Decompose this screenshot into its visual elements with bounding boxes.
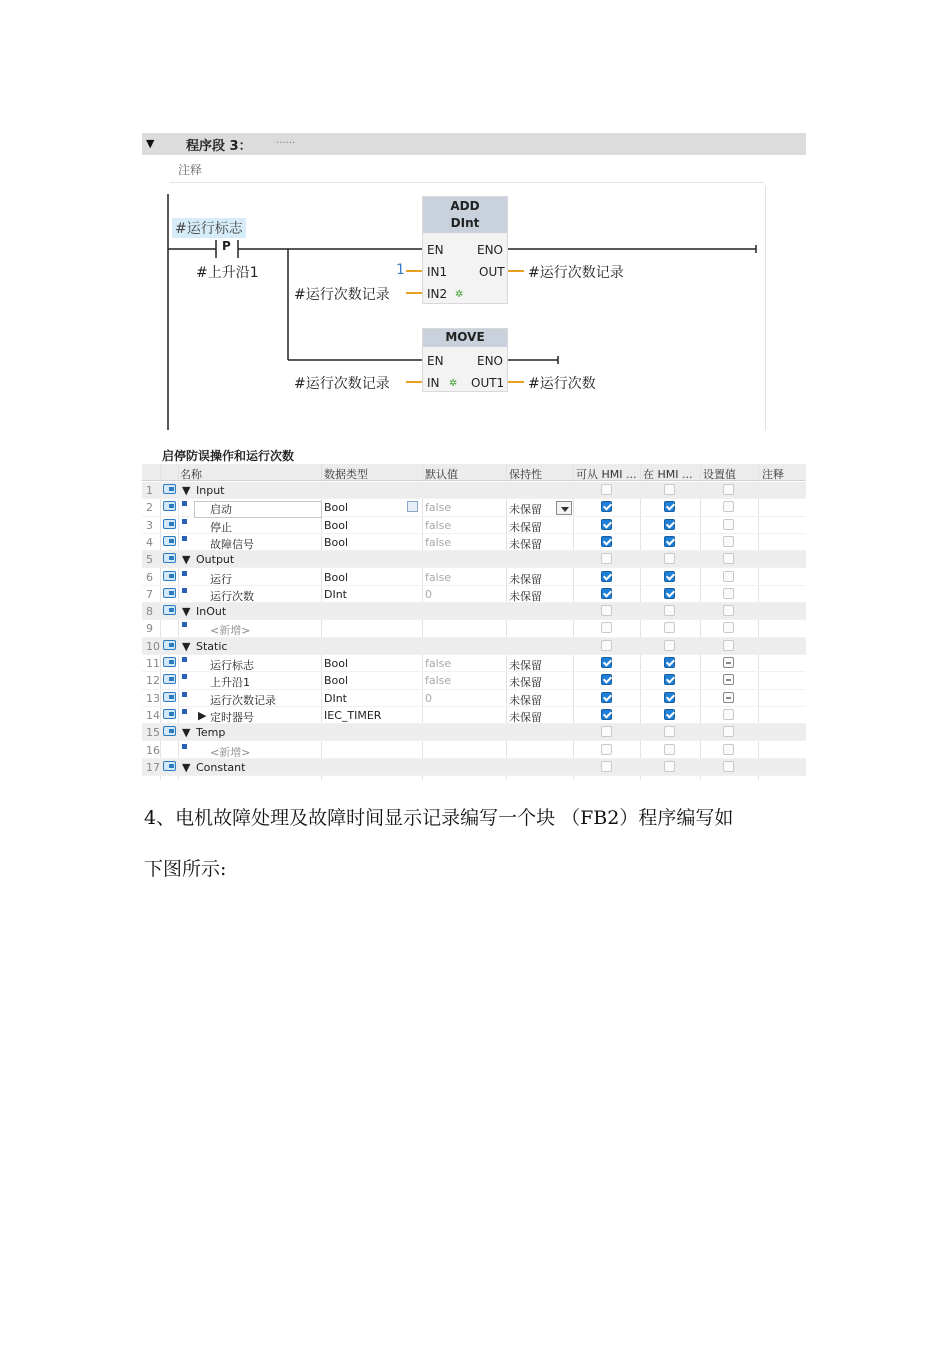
row-default[interactable]: false [425,501,452,515]
table-row[interactable] [142,707,806,724]
hmi-visible-checkbox[interactable] [664,484,675,495]
hmi-access-checkbox[interactable] [601,744,612,755]
setpoint-checkbox[interactable] [723,588,734,599]
setpoint-checkbox[interactable] [723,553,734,564]
hmi-visible-checkbox[interactable] [664,536,675,547]
hmi-access-checkbox[interactable] [601,674,612,685]
row-number: 16 [146,743,160,757]
hmi-visible-checkbox[interactable] [664,726,675,737]
table-row[interactable] [142,655,806,672]
triangle-down-icon[interactable]: ▼ [146,137,155,150]
hmi-access-checkbox[interactable] [601,622,612,633]
hmi-access-checkbox[interactable] [601,571,612,582]
network-title-suffix: ...... [276,135,296,146]
contact-tag[interactable]: #运行标志 [172,218,246,238]
hmi-access-checkbox[interactable] [601,519,612,530]
move-in-value[interactable]: #运行次数记录 [294,376,390,392]
col-retain[interactable]: 保持性 [509,468,542,481]
interface-icon [163,761,176,771]
interface-icon [163,640,176,650]
hmi-visible-checkbox[interactable] [664,622,675,633]
add-block-dtype: DInt [450,216,480,230]
add-pin-en: EN [427,243,444,257]
row-name[interactable]: 启动 [210,503,232,517]
table-header [142,464,806,481]
add-block-name: ADD [450,199,480,213]
hmi-visible-checkbox[interactable] [664,657,675,668]
hmi-access-checkbox[interactable] [601,484,612,495]
move-pin-out1: OUT1 [471,376,505,390]
row-datatype[interactable]: IEC_TIMER [324,708,382,722]
add-pin-in2: IN2 [427,287,448,301]
row-retain[interactable]: 未保留 [509,659,542,672]
setpoint-checkbox[interactable] [723,536,734,547]
setpoint-checkbox[interactable] [723,692,734,703]
interface-icon [163,484,176,494]
move-block[interactable] [422,328,508,392]
add-pin-out: OUT [479,265,505,279]
hmi-visible-checkbox[interactable] [664,744,675,755]
row-name[interactable]: Temp [196,726,226,740]
hmi-visible-checkbox[interactable] [664,761,675,772]
row-datatype[interactable]: Bool [324,657,349,670]
row-default[interactable]: 0 [425,691,432,705]
add-in1-value[interactable]: 1 [396,262,405,278]
table-row[interactable] [142,603,806,620]
hmi-access-checkbox[interactable] [601,657,612,668]
interface-icon [163,605,176,615]
hmi-access-checkbox[interactable] [601,588,612,599]
triangle-down-icon[interactable]: ▼ [182,639,191,653]
setpoint-checkbox[interactable] [723,571,734,582]
triangle-right-icon[interactable]: ▶ [198,708,207,722]
table-row[interactable] [142,499,806,516]
col-hmi-visible[interactable]: 在 HMI ... [643,468,693,481]
contact-type-label: P [222,239,231,253]
edge-memory-tag[interactable]: #上升沿1 [196,265,259,281]
setpoint-checkbox[interactable] [723,501,734,512]
setpoint-checkbox[interactable] [723,709,734,720]
setpoint-checkbox[interactable] [723,640,734,651]
hmi-access-checkbox[interactable] [601,761,612,772]
add-pin-in1: IN1 [427,265,448,279]
paragraph-line-1: 4、电机故障处理及故障时间显示记录编写一个块 （FB2）程序编写如 [144,807,734,829]
table-row[interactable] [142,724,806,741]
col-setpoint[interactable]: 设置值 [703,468,736,481]
row-name[interactable]: 停止 [210,520,232,534]
row-datatype[interactable]: Bool [324,674,349,688]
table-row[interactable] [142,620,806,637]
row-number: 12 [146,674,160,688]
row-default[interactable]: false [425,535,452,549]
row-default[interactable]: false [425,518,452,532]
setpoint-checkbox[interactable] [723,744,734,755]
move-block-name: MOVE [423,329,507,347]
hmi-visible-checkbox[interactable] [664,692,675,703]
variable-icon [182,709,187,714]
interface-icon [163,588,176,598]
variable-icon [182,657,187,662]
row-number: 6 [146,570,153,584]
row-name[interactable]: <新增> [210,745,251,759]
row-default[interactable]: false [425,570,452,584]
row-number: 1 [146,484,153,497]
row-number: 7 [146,587,153,601]
add-input-icon[interactable]: ✲ [455,289,464,300]
setpoint-checkbox[interactable] [723,484,734,495]
row-retain[interactable]: 未保留 [509,572,542,586]
variable-icon [182,692,187,697]
paragraph-line-2: 下图所示: [144,858,227,880]
col-hmi-access[interactable]: 可从 HMI ... [576,468,637,481]
triangle-down-icon[interactable]: ▼ [182,605,191,619]
setpoint-checkbox[interactable] [723,657,734,668]
variable-icon [182,536,187,541]
row-default[interactable]: false [425,674,452,688]
variable-icon [182,744,187,749]
variable-icon [182,501,187,506]
table-row[interactable] [142,569,806,586]
row-number: 11 [146,657,160,670]
table-row[interactable] [142,672,806,689]
table-row[interactable] [142,517,806,534]
network-comment[interactable]: 注释 [170,157,764,183]
hmi-visible-checkbox[interactable] [664,501,675,512]
variable-icon [182,571,187,576]
row-name[interactable]: 定时器号 [210,710,254,724]
row-datatype[interactable]: DInt [324,587,347,601]
row-name[interactable]: Output [196,553,235,567]
hmi-visible-checkbox[interactable] [664,571,675,582]
row-name[interactable]: <新增> [210,624,251,638]
table-row[interactable] [142,742,806,759]
row-name[interactable]: Constant [196,760,246,774]
move-out1-value[interactable]: #运行次数 [528,376,596,392]
hmi-access-checkbox[interactable] [601,536,612,547]
hmi-visible-checkbox[interactable] [664,674,675,685]
network-header[interactable] [142,133,806,155]
hmi-access-checkbox[interactable] [601,501,612,512]
row-retain[interactable]: 未保留 [509,710,542,724]
move-pin-in: IN [427,376,440,390]
row-retain[interactable]: 未保留 [509,589,542,603]
interface-icon [163,553,176,563]
add-in2-value[interactable]: #运行次数记录 [294,287,390,303]
setpoint-checkbox[interactable] [723,761,734,772]
row-datatype[interactable]: Bool [324,570,349,584]
interface-icon [163,674,176,684]
setpoint-checkbox[interactable] [723,674,734,685]
table-row[interactable] [142,551,806,568]
setpoint-checkbox[interactable] [723,605,734,616]
interface-icon [163,692,176,702]
row-number: 15 [146,726,160,740]
row-number: 13 [146,691,160,705]
row-default[interactable]: false [425,657,452,670]
add-block[interactable] [422,196,508,304]
row-number: 4 [146,535,153,549]
table-row[interactable] [142,534,806,551]
row-number: 8 [146,605,153,619]
hmi-visible-checkbox[interactable] [664,519,675,530]
row-number: 9 [146,622,153,636]
table-row[interactable] [142,586,806,603]
interface-icon [163,536,176,546]
row-number: 5 [146,553,153,567]
table-row[interactable] [142,482,806,499]
row-number: 2 [146,501,153,515]
row-name[interactable]: 运行次数记录 [210,693,276,707]
triangle-down-icon[interactable]: ▼ [182,726,191,740]
interface-icon [163,709,176,719]
setpoint-checkbox[interactable] [723,726,734,737]
network-title: 程序段 3： [186,139,252,154]
variable-icon [182,588,187,593]
ladder-diagram [160,186,766,430]
interface-icon [163,657,176,667]
variable-icon [182,622,187,627]
add-pin-eno: ENO [477,243,504,257]
row-name[interactable]: Static [196,639,228,653]
move-pin-en: EN [427,354,444,368]
row-retain[interactable]: 未保留 [509,520,542,534]
row-name[interactable]: 上升沿1 [210,676,250,690]
variable-icon [182,674,187,679]
interface-icon [163,519,176,529]
hmi-access-checkbox[interactable] [601,709,612,720]
hmi-visible-checkbox[interactable] [664,605,675,616]
hmi-visible-checkbox[interactable] [664,709,675,720]
row-datatype[interactable]: DInt [324,691,347,705]
hmi-visible-checkbox[interactable] [664,588,675,599]
block-interface-table [142,447,806,780]
list-icon[interactable] [407,501,418,512]
row-name[interactable]: 故障信号 [210,537,254,551]
col-default[interactable]: 默认值 [425,468,458,481]
add-out-value[interactable]: #运行次数记录 [528,265,624,281]
col-datatype[interactable]: 数据类型 [324,468,368,481]
row-name[interactable]: InOut [196,605,227,619]
row-retain[interactable]: 未保留 [509,503,542,517]
table-title: 启停防误操作和运行次数 [162,449,295,463]
hmi-access-checkbox[interactable] [601,553,612,564]
col-name[interactable]: 名称 [180,468,202,481]
row-datatype[interactable]: Bool [324,535,349,549]
triangle-down-icon[interactable]: ▼ [182,484,191,497]
interface-icon [163,501,176,511]
row-datatype[interactable]: Bool [324,501,349,515]
row-number: 3 [146,518,153,532]
row-datatype[interactable]: Bool [324,518,349,532]
row-number: 14 [146,708,160,722]
row-name[interactable]: 运行 [210,572,232,586]
hmi-access-checkbox[interactable] [601,605,612,616]
table-row[interactable] [142,638,806,655]
row-number: 17 [146,760,160,774]
setpoint-checkbox[interactable] [723,622,734,633]
move-pin-eno: ENO [477,354,504,368]
triangle-down-icon[interactable]: ▼ [182,760,191,774]
chevron-down-icon[interactable] [556,501,572,515]
row-name[interactable]: Input [196,484,225,497]
hmi-access-checkbox[interactable] [601,640,612,651]
triangle-down-icon[interactable]: ▼ [182,553,191,567]
row-retain[interactable]: 未保留 [509,693,542,707]
col-comment[interactable]: 注释 [762,468,784,481]
hmi-access-checkbox[interactable] [601,726,612,737]
hmi-access-checkbox[interactable] [601,692,612,703]
interface-icon [163,726,176,736]
setpoint-checkbox[interactable] [723,519,734,530]
hmi-visible-checkbox[interactable] [664,553,675,564]
move-input-icon[interactable]: ✲ [449,378,458,389]
interface-icon [163,571,176,581]
row-name[interactable]: 运行次数 [210,589,254,603]
row-name[interactable]: 运行标志 [210,659,254,672]
row-retain[interactable]: 未保留 [509,676,542,690]
table-row[interactable] [142,690,806,707]
row-number: 10 [146,639,160,653]
row-default[interactable]: 0 [425,587,432,601]
table-row[interactable] [142,759,806,776]
variable-icon [182,519,187,524]
row-retain[interactable]: 未保留 [509,537,542,551]
hmi-visible-checkbox[interactable] [664,640,675,651]
